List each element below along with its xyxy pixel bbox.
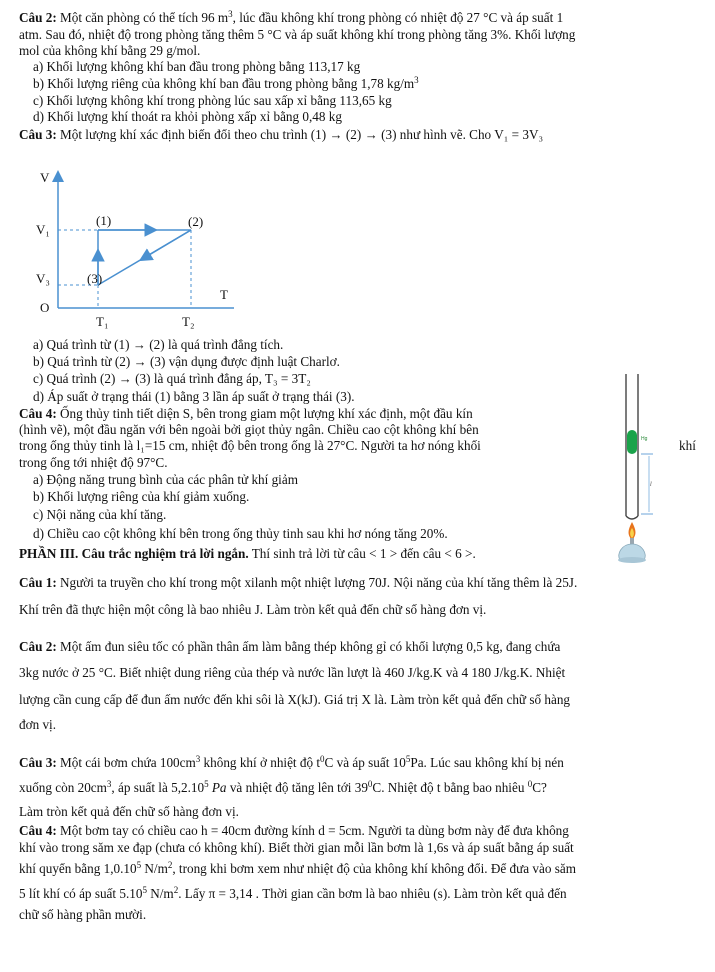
q2-option-b: b) Khối lượng riêng của không khí ban đầu trong phòng bằng 1,78 $kg/m^3$: [33, 75, 419, 91]
v-axis-label: V: [40, 170, 50, 185]
s4-line-5: chữ số hàng phần mười.: [19, 907, 147, 922]
s2-line-4: đơn vị.: [19, 717, 57, 732]
v3-label: V₃: [36, 271, 50, 286]
s2-line-3: lượng cần cung cấp để đun ấm nước đến khi sôi là X(kJ). Giá trị X là. Làm tròn kết quả đến chữ số hàng: [19, 692, 571, 707]
q2-option-c: c) Khối lượng không khí trong phòng lúc sau xấp xỉ bằng 113,65 kg: [33, 93, 392, 108]
mercury-drop: [627, 430, 637, 454]
part3-heading: PHẦN III. Câu trắc nghiệm trả lời ngắn. Thí sinh trả lời từ câu < 1 > đến câu < 6 >.: [19, 546, 476, 561]
s3-line-2: xuống còn $20cm^3$, áp suất là 5,2.10$^5$ Pa và nhiệt độ tăng lên tới $39^0C$. Nhiệt độ t bằng bao nhiêu $^0$C?: [19, 779, 547, 795]
mercury-label: Hg: [641, 436, 648, 442]
s4-line-2: khí vào trong săm xe đạp (chưa có không khí). Biết thời gian mỗi lần bơm là 1,6s và áp suất bằng áp suất: [19, 840, 574, 855]
q4-line-2: (hình vẽ), một đầu ngăn với bên ngoài bởi giọt thủy ngân. Chiều cao cột không khí bên: [19, 422, 479, 437]
s2-line-1: Câu 2: Một ấm đun siêu tốc có phần thân ấm làm bằng thép không gỉ có khối lượng 0,5 kg, đang chứa: [19, 639, 561, 654]
origin-label: O: [40, 300, 50, 315]
q2-line-1: Câu 2: Một căn phòng có thể tích 96 $m^3$, lúc đầu không khí trong phòng có nhiệt độ 27 °C và áp suất 1: [19, 9, 564, 25]
s3-line-1: Câu 3: Một cái bơm chứa $100cm^3$ không khí ở nhiệt độ $t^0C$ và áp suất $10^5Pa$. Lúc sau không khí bị nén: [19, 754, 564, 770]
s4-line-3: khí quyển bằng 1,0.10$^5$ $N/m^2$, trong khi bơm xem như nhiệt độ của không khí không đổi. Để đưa vào săm: [19, 860, 576, 876]
s4-line-4: 5 lít khí có áp suất 5.10$^5$ $N/m^2$. Lấy π = 3,14 . Thời gian cần bơm là bao nhiêu (s). Làm tròn kết quả đến: [19, 885, 567, 901]
v-t-diagram: [30, 168, 240, 333]
s1-line-2: Khí trên đã thực hiện một công là bao nhiêu J. Làm tròn kết quả đến chữ số hàng đơn vị.: [19, 602, 487, 617]
q4-option-a: a) Động năng trung bình của các phân tử khí giảm: [33, 472, 298, 487]
t1-label: T₁: [96, 314, 109, 329]
s2-line-2: 3kg nước ở 25 °C. Biết nhiệt dung riêng của thép và nước lần lượt là 460 J/kg.K và 4 180 J/kg.K. Nhiệt: [19, 665, 566, 680]
q4-line-3: trong ống thủy tinh là l₁=15 cm, nhiệt độ bên trong ống là 27°C. Người ta hơ nóng khối: [19, 438, 481, 453]
length-label: l: [650, 482, 652, 488]
v1-label: V₁: [36, 222, 50, 237]
point-3-label: (3): [87, 271, 103, 286]
q4-line-1: Câu 4: Ống thủy tinh tiết diện S, bên trong giam một lượng khí xác định, một đầu kín: [19, 406, 473, 421]
q3-line-1: Câu 3: Một lượng khí xác định biến đổi theo chu trình (1) → (2) → (3) như hình vẽ. Cho V₁ = 3V₃: [19, 127, 544, 142]
q3-option-a: a) Quá trình từ (1) → (2) là quá trình đẳng tích.: [33, 337, 284, 352]
q2-line-3: mol của không khí bằng 29 g/mol.: [19, 43, 201, 58]
s4-line-1: Câu 4: Một bơm tay có chiều cao h = 40cm đường kính d = 5cm. Người ta dùng bơm này để đưa không: [19, 823, 569, 838]
glass-tube-illustration: [612, 372, 662, 572]
q4-option-c: c) Nội năng của khí tăng.: [33, 507, 167, 522]
s1-line-1: Câu 1: Người ta truyền cho khí trong một xilanh một nhiệt lượng 70J. Nội năng của khí tăng thêm là 25J.: [19, 575, 578, 590]
q4-line-3-end: khí: [679, 438, 696, 453]
q2-option-a: a) Khối lượng không khí ban đầu trong phòng bằng 113,17 kg: [33, 59, 361, 74]
s3-line-3: Làm tròn kết quả đến chữ số hàng đơn vị.: [19, 804, 239, 819]
q4-option-b: b) Khối lượng riêng của khí giảm xuống.: [33, 489, 250, 504]
t2-label: T₂: [182, 314, 195, 329]
q2-option-d: d) Khối lượng khí thoát ra khỏi phòng xấp xỉ bằng 0,48 kg: [33, 109, 342, 124]
point-1-label: (1): [96, 213, 112, 228]
q4-option-d: d) Chiều cao cột không khí bên trong ống thủy tinh sau khi hơ nóng tăng 20%.: [33, 526, 448, 541]
t-axis-label: T: [220, 287, 228, 302]
q4-line-4: trong ống tới nhiệt độ 97°C.: [19, 455, 168, 470]
q3-option-c: c) Quá trình (2) → (3) là quá trình đẳng áp, T₃ = 3T₂: [33, 371, 311, 386]
q2-line-2: atm. Sau đó, nhiệt độ trong phòng tăng thêm 5 °C và áp suất không khí trong phòng tăng 3%. Khối lượng: [19, 27, 576, 42]
q3-option-d: d) Áp suất ở trạng thái (1) bằng 3 lần áp suất ở trạng thái (3).: [33, 389, 355, 404]
point-2-label: (2): [188, 214, 204, 229]
q3-option-b: b) Quá trình từ (2) → (3) vận dụng được định luật Charlơ.: [33, 354, 340, 369]
